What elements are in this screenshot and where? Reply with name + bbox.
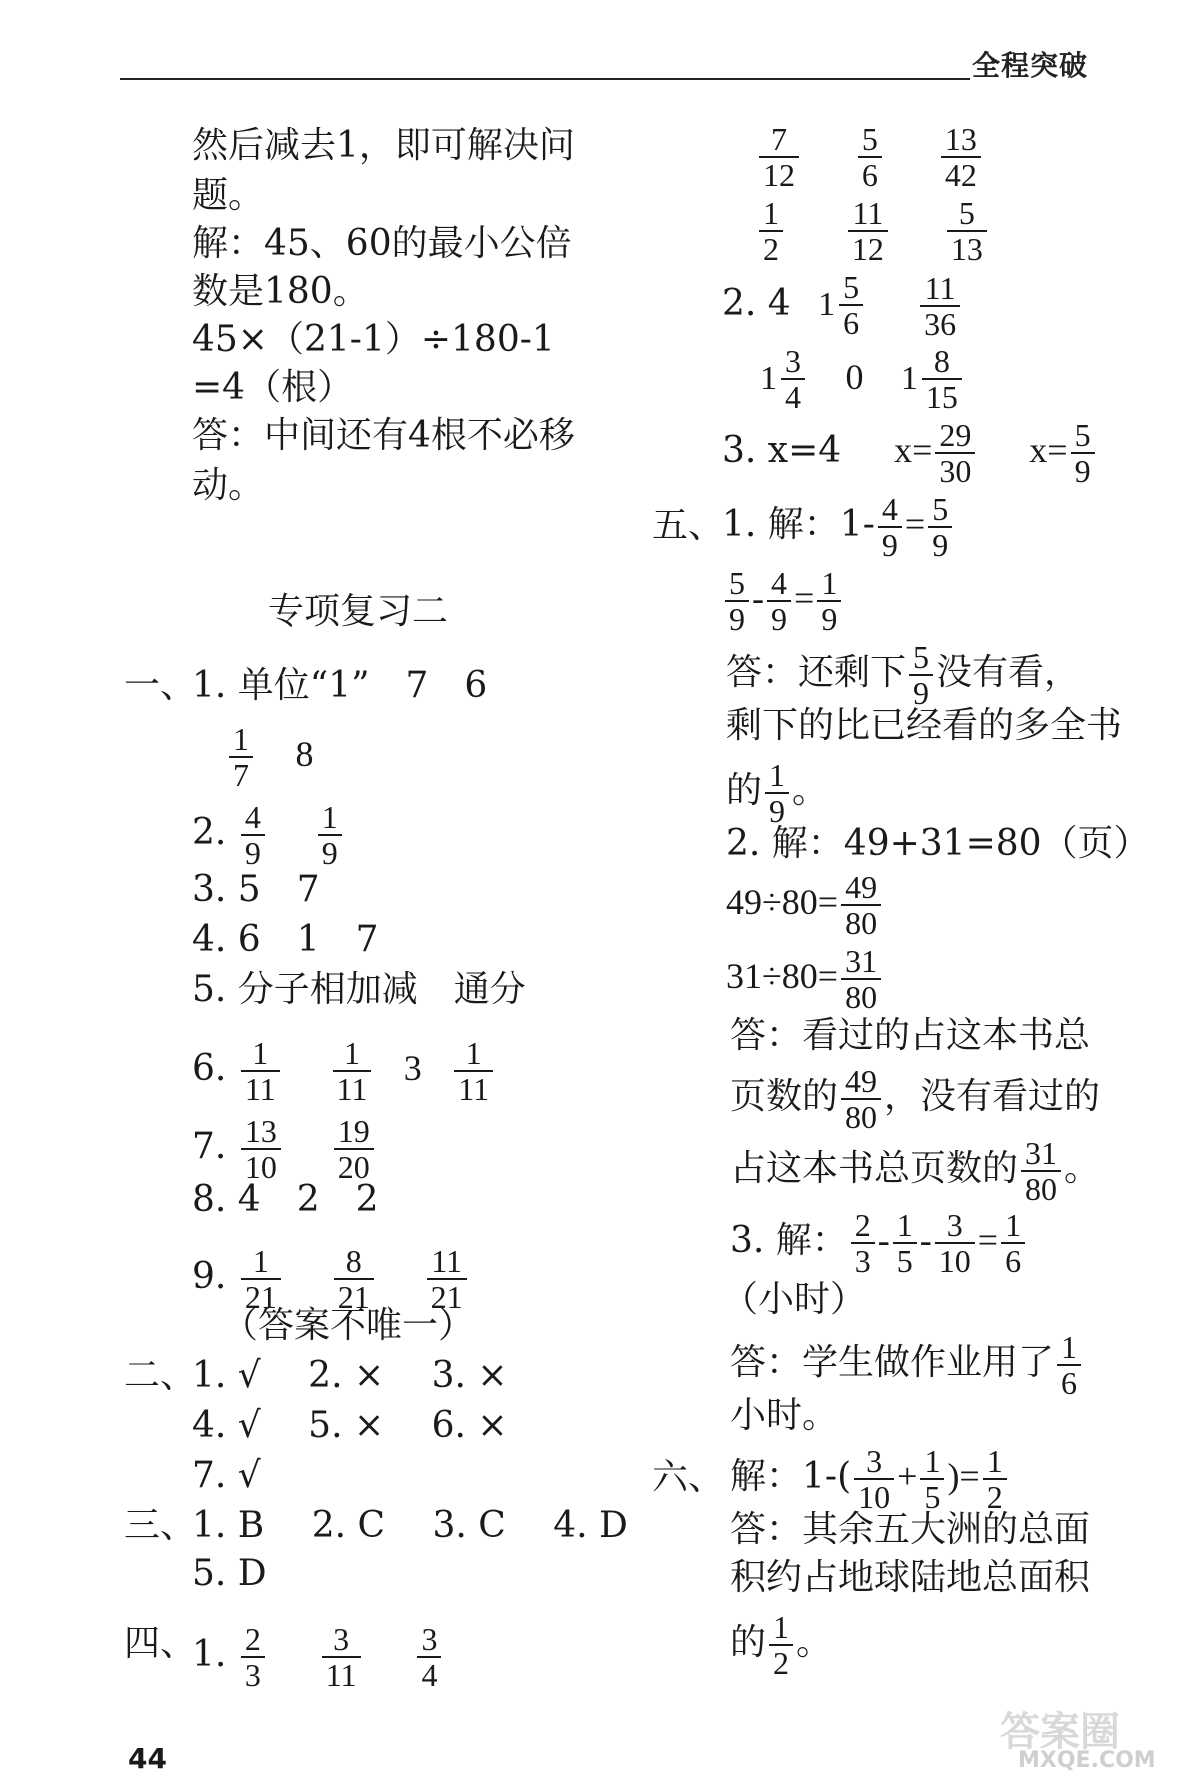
fraction: $\frac{13}{10}$ xyxy=(241,1114,281,1184)
text-line: 然后减去1，即可解决问 xyxy=(192,125,575,166)
answer-line: 答：学生做作业用了 $\frac{1}{6}$ xyxy=(730,1330,1084,1400)
fraction: $\frac{49}{80}$ xyxy=(841,1064,881,1134)
section-label: 五、 xyxy=(652,505,725,546)
fraction: $\frac{19}{20}$ xyxy=(334,1114,374,1184)
answer-line: 答：其余五大洲的总面 xyxy=(730,1509,1091,1550)
fraction: $\frac{5}{6}$ xyxy=(858,122,882,192)
text-line: 答：中间还有4根不必移 xyxy=(192,415,575,456)
fraction: $\frac{1}{7}$ xyxy=(229,722,253,792)
fraction: $\frac{11}{36}$ xyxy=(920,271,960,341)
header-rule xyxy=(120,78,970,80)
answer-line: 1 $\frac{3}{4}$ 0 1 $\frac{8}{15}$ xyxy=(760,344,965,414)
answer-line: 积约占地球陆地总面积 xyxy=(730,1557,1091,1598)
answer-note: （答案不唯一） xyxy=(222,1305,475,1346)
fraction: $\frac{1}{2}$ xyxy=(983,1444,1007,1514)
answer-line: 4. 6 1 7 xyxy=(192,919,379,960)
answer-line: 页数的 $\frac{49}{80}$ ，没有看过的 xyxy=(730,1063,1101,1135)
answer-line: 1. 单位“1” 7 6 xyxy=(192,665,488,706)
answer-line: 49÷80= $\frac{49}{80}$ xyxy=(726,870,884,940)
answer-line: 9. $\frac{1}{21}$ $\frac{8}{21}$ $\frac{11}{21}$ xyxy=(192,1244,470,1314)
answer-line: $\frac{5}{9}$ - $\frac{4}{9}$ = $\frac{1}{9}$ xyxy=(722,566,844,636)
section-label: 四、 xyxy=(124,1623,197,1664)
fraction: $\frac{1}{11}$ xyxy=(241,1036,280,1106)
text-line: 题。 xyxy=(192,175,265,216)
answer-line: 3. 解： $\frac{2}{3}$ - $\frac{1}{5}$ - $\frac{3}{10}$ = $\frac{1}{6}$ xyxy=(730,1208,1028,1278)
answer-line: 8. 4 2 2 xyxy=(192,1179,379,1220)
answer-line: 2. 4 1 $\frac{5}{6}$ $\frac{11}{36}$ xyxy=(722,270,963,341)
watermark-url: MXQE.COM xyxy=(1018,1748,1156,1773)
answer-line: 剩下的比已经看的多全书 xyxy=(726,705,1123,746)
fraction: $\frac{5}{13}$ xyxy=(947,196,987,266)
fraction: $\frac{1}{6}$ xyxy=(1001,1208,1025,1278)
answer-line: 1. √ 2. × 3. × xyxy=(192,1355,508,1396)
fraction: $\frac{1}{11}$ xyxy=(454,1036,493,1106)
fraction: $\frac{29}{30}$ xyxy=(935,418,975,488)
answer-line: 6. $\frac{1}{11}$ $\frac{1}{11}$ 3 $\frac{1}{11}$ xyxy=(192,1036,496,1106)
answer-line: 的 $\frac{1}{2}$ 。 xyxy=(730,1609,833,1681)
fraction: $\frac{49}{80}$ xyxy=(841,870,881,940)
page-number: 44 xyxy=(128,1742,167,1775)
fraction: $\frac{1}{5}$ xyxy=(920,1444,944,1514)
fraction: $\frac{11}{21}$ xyxy=(427,1244,467,1314)
answer-line: （小时） xyxy=(722,1279,867,1320)
watermark-logo: 答案圈 xyxy=(1000,1709,1120,1755)
answer-line xyxy=(756,196,990,266)
answer-line xyxy=(756,122,984,192)
fraction: $\frac{1}{5}$ xyxy=(893,1208,917,1278)
text-line: =4（根） xyxy=(192,367,354,408)
section-label: 三、 xyxy=(124,1505,197,1546)
fraction: $\frac{3}{4}$ xyxy=(417,1622,441,1692)
fraction: $\frac{1}{9}$ xyxy=(318,800,342,870)
section-label: 一、 xyxy=(124,665,197,706)
answer-line: 2. $\frac{4}{9}$ $\frac{1}{9}$ xyxy=(192,800,345,870)
answer-line: 占这本书总页数的 $\frac{31}{80}$ 。 xyxy=(730,1135,1101,1207)
answer-line: 3. 5 7 xyxy=(192,869,320,910)
fraction: $\frac{2}{3}$ xyxy=(851,1208,875,1278)
fraction: $\frac{1}{9}$ xyxy=(765,758,789,828)
answer-line: 7. √ xyxy=(192,1455,261,1496)
mixed-number: 1 $\frac{3}{4}$ xyxy=(760,344,808,414)
fraction: $\frac{4}{9}$ xyxy=(241,800,265,870)
fraction: $\frac{3}{11}$ xyxy=(322,1622,361,1692)
fraction: $\frac{1}{6}$ xyxy=(1057,1330,1081,1400)
fraction: $\frac{4}{9}$ xyxy=(767,566,791,636)
answer-line: 7. $\frac{13}{10}$ $\frac{19}{20}$ xyxy=(192,1114,377,1184)
answer-line: 2. 解：49+31=80（页） xyxy=(726,823,1150,864)
answer-line: 1. B 2. C 3. C 4. D xyxy=(192,1505,628,1546)
fraction: $\frac{1}{2}$ xyxy=(759,196,783,266)
text-line: 45×（21-1）÷180-1 xyxy=(192,319,555,360)
fraction: $\frac{5}{9}$ xyxy=(928,492,952,562)
section-label: 六、 xyxy=(652,1457,725,1498)
fraction: $\frac{7}{12}$ xyxy=(759,122,799,192)
answer-line: 3. x=4 x= $\frac{29}{30}$ x= $\frac{5}{9}$ xyxy=(722,418,1098,488)
fraction: $\frac{31}{80}$ xyxy=(841,944,881,1014)
fraction: $\frac{5}{9}$ xyxy=(1071,418,1095,488)
text-line: 动。 xyxy=(192,465,265,506)
text-line: 数是180。 xyxy=(192,271,369,312)
answer-line: 5. 分子相加减 通分 xyxy=(192,969,526,1010)
fraction: $\frac{13}{42}$ xyxy=(941,122,981,192)
answer-line: 的 $\frac{1}{9}$ 。 xyxy=(726,757,829,829)
fraction: $\frac{3}{10}$ xyxy=(854,1444,894,1514)
text-line: 解：45、60的最小公倍 xyxy=(192,223,572,264)
fraction: $\frac{1}{11}$ xyxy=(333,1036,372,1106)
answer-line: 答：看过的占这本书总 xyxy=(730,1015,1091,1056)
fraction: $\frac{1}{9}$ xyxy=(817,566,841,636)
answer-line: 答：还剩下 $\frac{5}{9}$ 没有看， xyxy=(726,639,1081,711)
section-label: 二、 xyxy=(124,1355,197,1396)
section-title: 专项复习二 xyxy=(268,591,449,632)
fraction: $\frac{11}{12}$ xyxy=(848,196,888,266)
brand-title: 全程突破 xyxy=(972,49,1089,82)
fraction: $\frac{3}{10}$ xyxy=(935,1208,975,1278)
answer-line: 31÷80= $\frac{31}{80}$ xyxy=(726,944,884,1014)
answer-line: 5. D xyxy=(192,1553,267,1594)
fraction: $\frac{31}{80}$ xyxy=(1021,1136,1061,1206)
fraction: $\frac{1}{2}$ xyxy=(769,1610,793,1680)
answer-line: $\frac{1}{7}$ 8 xyxy=(226,722,313,792)
fraction: $\frac{2}{3}$ xyxy=(241,1622,265,1692)
fraction: $\frac{5}{9}$ xyxy=(725,566,749,636)
fraction: $\frac{5}{9}$ xyxy=(909,640,933,710)
mixed-number: 1 $\frac{8}{15}$ xyxy=(901,344,965,414)
answer-line: 1. $\frac{2}{3}$ $\frac{3}{11}$ $\frac{3}{4}$ xyxy=(192,1622,444,1692)
fraction: $\frac{4}{9}$ xyxy=(878,492,902,562)
answer-line: 解：1-( $\frac{3}{10}$ + $\frac{1}{5}$ )= $\frac{1}{2}$ xyxy=(730,1444,1010,1514)
answer-line: 4. √ 5. × 6. × xyxy=(192,1405,508,1446)
fraction: $\frac{8}{21}$ xyxy=(334,1244,374,1314)
answer-line: 小时。 xyxy=(730,1395,839,1436)
fraction: $\frac{1}{21}$ xyxy=(241,1244,281,1314)
answer-line: 1. 解：1- $\frac{4}{9}$ = $\frac{5}{9}$ xyxy=(722,492,955,562)
mixed-number: 1 $\frac{5}{6}$ xyxy=(818,270,866,340)
